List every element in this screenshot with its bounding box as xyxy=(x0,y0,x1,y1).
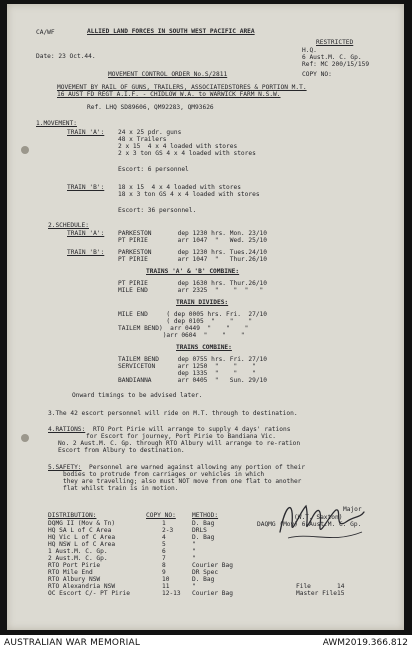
distribution-recipient: RTO Port Pirie xyxy=(48,562,101,569)
schedule-onward-note: Onward timings to be advised later. xyxy=(72,392,203,399)
distribution-copy-no: 1 xyxy=(162,520,166,527)
distribution-copy-no: 2-3 xyxy=(162,527,174,534)
distribution-method: Courier Bag xyxy=(192,590,233,597)
rations-label: 4.RATIONS: xyxy=(48,426,86,433)
institution-name: AUSTRALIAN WAR MEMORIAL xyxy=(4,638,141,648)
distribution-method: DR Spec xyxy=(192,569,219,576)
distribution-copy-no: 6 xyxy=(162,548,166,555)
distribution-copy-no: 4 xyxy=(162,534,166,541)
restricted-mark: RESTRICTED xyxy=(316,39,354,46)
distribution-recipient: 2 Aust.M. C. Gp. xyxy=(48,555,108,562)
distribution-method: Courier Bag xyxy=(192,562,233,569)
movement-train-b-label: TRAIN 'B': xyxy=(67,184,105,191)
copy-number: COPY NO: xyxy=(302,71,332,78)
safety-line: Personnel are warned against allowing any portion of their xyxy=(89,464,306,471)
accession-number: AWM2019.366.812 xyxy=(322,638,408,648)
rations-line: RTO Port Pirie will arrange to supply 4 days' rations xyxy=(93,426,291,433)
schedule-row: TAILEM BEND dep 0755 hrs. Fri. 27/10 xyxy=(118,356,268,363)
document-date: Date: 23 Oct.44. xyxy=(36,53,96,60)
schedule-row: dep 1335 " " " xyxy=(118,370,256,377)
unit-label: 6 Aust.M. C. Gp. xyxy=(302,54,362,61)
schedule-row: PT PIRIE dep 1630 hrs. Thur.26/10 xyxy=(118,280,268,287)
distribution-extra-copy: 15 xyxy=(337,590,345,597)
signatory-name: (W.T. Saxton) xyxy=(294,514,343,521)
distribution-copy-no: 10 xyxy=(162,576,170,583)
schedule-row: TAILEM BEND) arr 0449 " " " xyxy=(118,325,249,332)
schedule-combine2-heading: TRAINS COMBINE: xyxy=(176,344,232,351)
movement-train-b-line: 18 x 3 ton GS 4 x 4 loaded with stores xyxy=(118,191,260,198)
schedule-row: ( dep 0105 " " " xyxy=(118,318,253,325)
rations-line: Escort from Albury to destination. xyxy=(58,447,185,454)
schedule-combine-heading: TRAINS 'A' & 'B' COMBINE: xyxy=(146,268,240,275)
signatory-rank: Major xyxy=(343,506,362,513)
safety-line: flat whilst train is in motion. xyxy=(63,485,179,492)
distribution-recipient: HQ NSW L of C Area xyxy=(48,541,116,548)
distribution-recipient: RTO Alexandria NSW xyxy=(48,583,116,590)
escort-note: 3.The 42 escort personnel will ride on M.T. through to destination. xyxy=(48,410,298,417)
safety-line: they are travelling; also must NOT move from one flat to another xyxy=(63,478,302,485)
movement-train-a-line: 48 x Trailers xyxy=(118,136,167,143)
distribution-method: " xyxy=(192,541,196,548)
movement-train-a-escort: Escort: 6 personnel xyxy=(118,166,189,173)
copy-no-header: COPY NO: xyxy=(146,512,176,519)
distribution-method: D. Bag xyxy=(192,576,215,583)
rations-line: for Escort for journey, Port Pirie to Bandiana Vic. xyxy=(86,433,276,440)
distribution-copy-no: 11 xyxy=(162,583,170,590)
distribution-copy-no: 9 xyxy=(162,569,166,576)
distribution-header: DISTRIBUTION: xyxy=(48,512,97,519)
schedule-train-b-label: TRAIN 'B': xyxy=(67,249,105,256)
schedule-heading: 2.SCHEDULE: xyxy=(48,222,89,229)
distribution-method: " xyxy=(192,583,196,590)
distribution-recipient: HQ SA L of C Area xyxy=(48,527,112,534)
safety-label: 5.SAFETY: xyxy=(48,464,82,471)
distribution-recipient: DQMG II (Mov & Tn) xyxy=(48,520,116,527)
distribution-recipient: 1 Aust.M. C. Gp. xyxy=(48,548,108,555)
schedule-row: PARKESTON dep 1230 hrs. Mon. 23/10 xyxy=(118,230,268,237)
distribution-copy-no: 7 xyxy=(162,555,166,562)
signatory-role: DAQMG (Mov) 6 Aust.M. C. Gp. xyxy=(257,521,362,528)
hq-label: H.Q. xyxy=(302,47,317,54)
schedule-row: )arr 0604 " " " xyxy=(118,332,245,339)
movement-train-a-line: 2 x 3 ton GS 4 x 4 loaded with stores xyxy=(118,150,256,157)
schedule-row: PT PIRIE arr 1047 " Wed. 25/10 xyxy=(118,237,268,244)
caption-bar xyxy=(0,635,412,653)
movement-train-a-label: TRAIN 'A': xyxy=(67,129,105,136)
punch-hole xyxy=(21,434,29,442)
distribution-extra-copy: 14 xyxy=(337,583,345,590)
distribution-method: " xyxy=(192,555,196,562)
movement-heading: 1.MOVEMENT: xyxy=(36,120,77,127)
schedule-row: PT PIRIE arr 1047 " Thur.26/10 xyxy=(118,256,268,263)
distribution-copy-no: 12-13 xyxy=(162,590,181,597)
schedule-divides-heading: TRAIN DIVIDES: xyxy=(176,299,229,306)
schedule-row: BANDIANNA arr 0405 " Sun. 29/10 xyxy=(118,377,268,384)
movement-train-a-line: 2 x 15 4 x 4 loaded with stores xyxy=(118,143,238,150)
distribution-method: " xyxy=(192,548,196,555)
schedule-row: MILE END arr 2325 " " " " xyxy=(118,287,264,294)
document-title: ALLIED LAND FORCES IN SOUTH WEST PACIFIC AREA xyxy=(87,28,255,35)
subject-line-2: 16 AUST FD REGT A.I.F. - CHIDLOW W.A. to WARWICK FARM N.S.W. xyxy=(57,91,281,98)
distribution-recipient: RTO Albury NSW xyxy=(48,576,101,583)
method-header: METHOD: xyxy=(192,512,219,519)
schedule-row: MILE END ( dep 0005 hrs. Fri. 27/10 xyxy=(118,311,268,318)
distribution-method: D. Bag xyxy=(192,520,215,527)
distribution-method: DRLS xyxy=(192,527,207,534)
safety-line: bodies to protrude from carriages or vehicles in which xyxy=(63,471,265,478)
subject-line-1: MOVEMENT BY RAIL OF GUNS, TRAILERS, ASSOCIATEDSTORES & PORTION M.T. xyxy=(57,84,307,91)
schedule-row: SERVICETON arr 1250 " " " xyxy=(118,363,256,370)
distribution-recipient: RTO Mile End xyxy=(48,569,93,576)
references-line: Ref. LHQ SD89606, QM92283, QM93626 xyxy=(87,104,214,111)
movement-train-b-escort: Escort: 36 personnel. xyxy=(118,207,197,214)
distribution-copy-no: 5 xyxy=(162,541,166,548)
reference-number: Ref: MC 200/15/159 xyxy=(302,61,370,68)
schedule-row: PARKESTON dep 1230 hrs. Tues.24/10 xyxy=(118,249,268,256)
movement-train-b-line: 18 x 15 4 x 4 loaded with stores xyxy=(118,184,241,191)
distribution-copy-no: 8 xyxy=(162,562,166,569)
distribution-extra-label: Master File xyxy=(296,590,337,597)
distribution-recipient: OC Escort C/- PT Pirie xyxy=(48,590,130,597)
schedule-train-a-label: TRAIN 'A': xyxy=(67,230,105,237)
punch-hole xyxy=(21,146,29,154)
rations-line: No. 2 Aust.M. C. Gp. through RTO Albury will arrange to re-ration xyxy=(58,440,301,447)
distribution-extra-label: File xyxy=(296,583,311,590)
distribution-recipient: HQ Vic L of C Area xyxy=(48,534,116,541)
movement-train-a-line: 24 x 25 pdr. guns xyxy=(118,129,182,136)
order-number: MOVEMENT CONTROL ORDER No.S/2811 xyxy=(108,71,228,78)
distribution-method: D. Bag xyxy=(192,534,215,541)
file-ref: CA/WF xyxy=(36,29,55,36)
